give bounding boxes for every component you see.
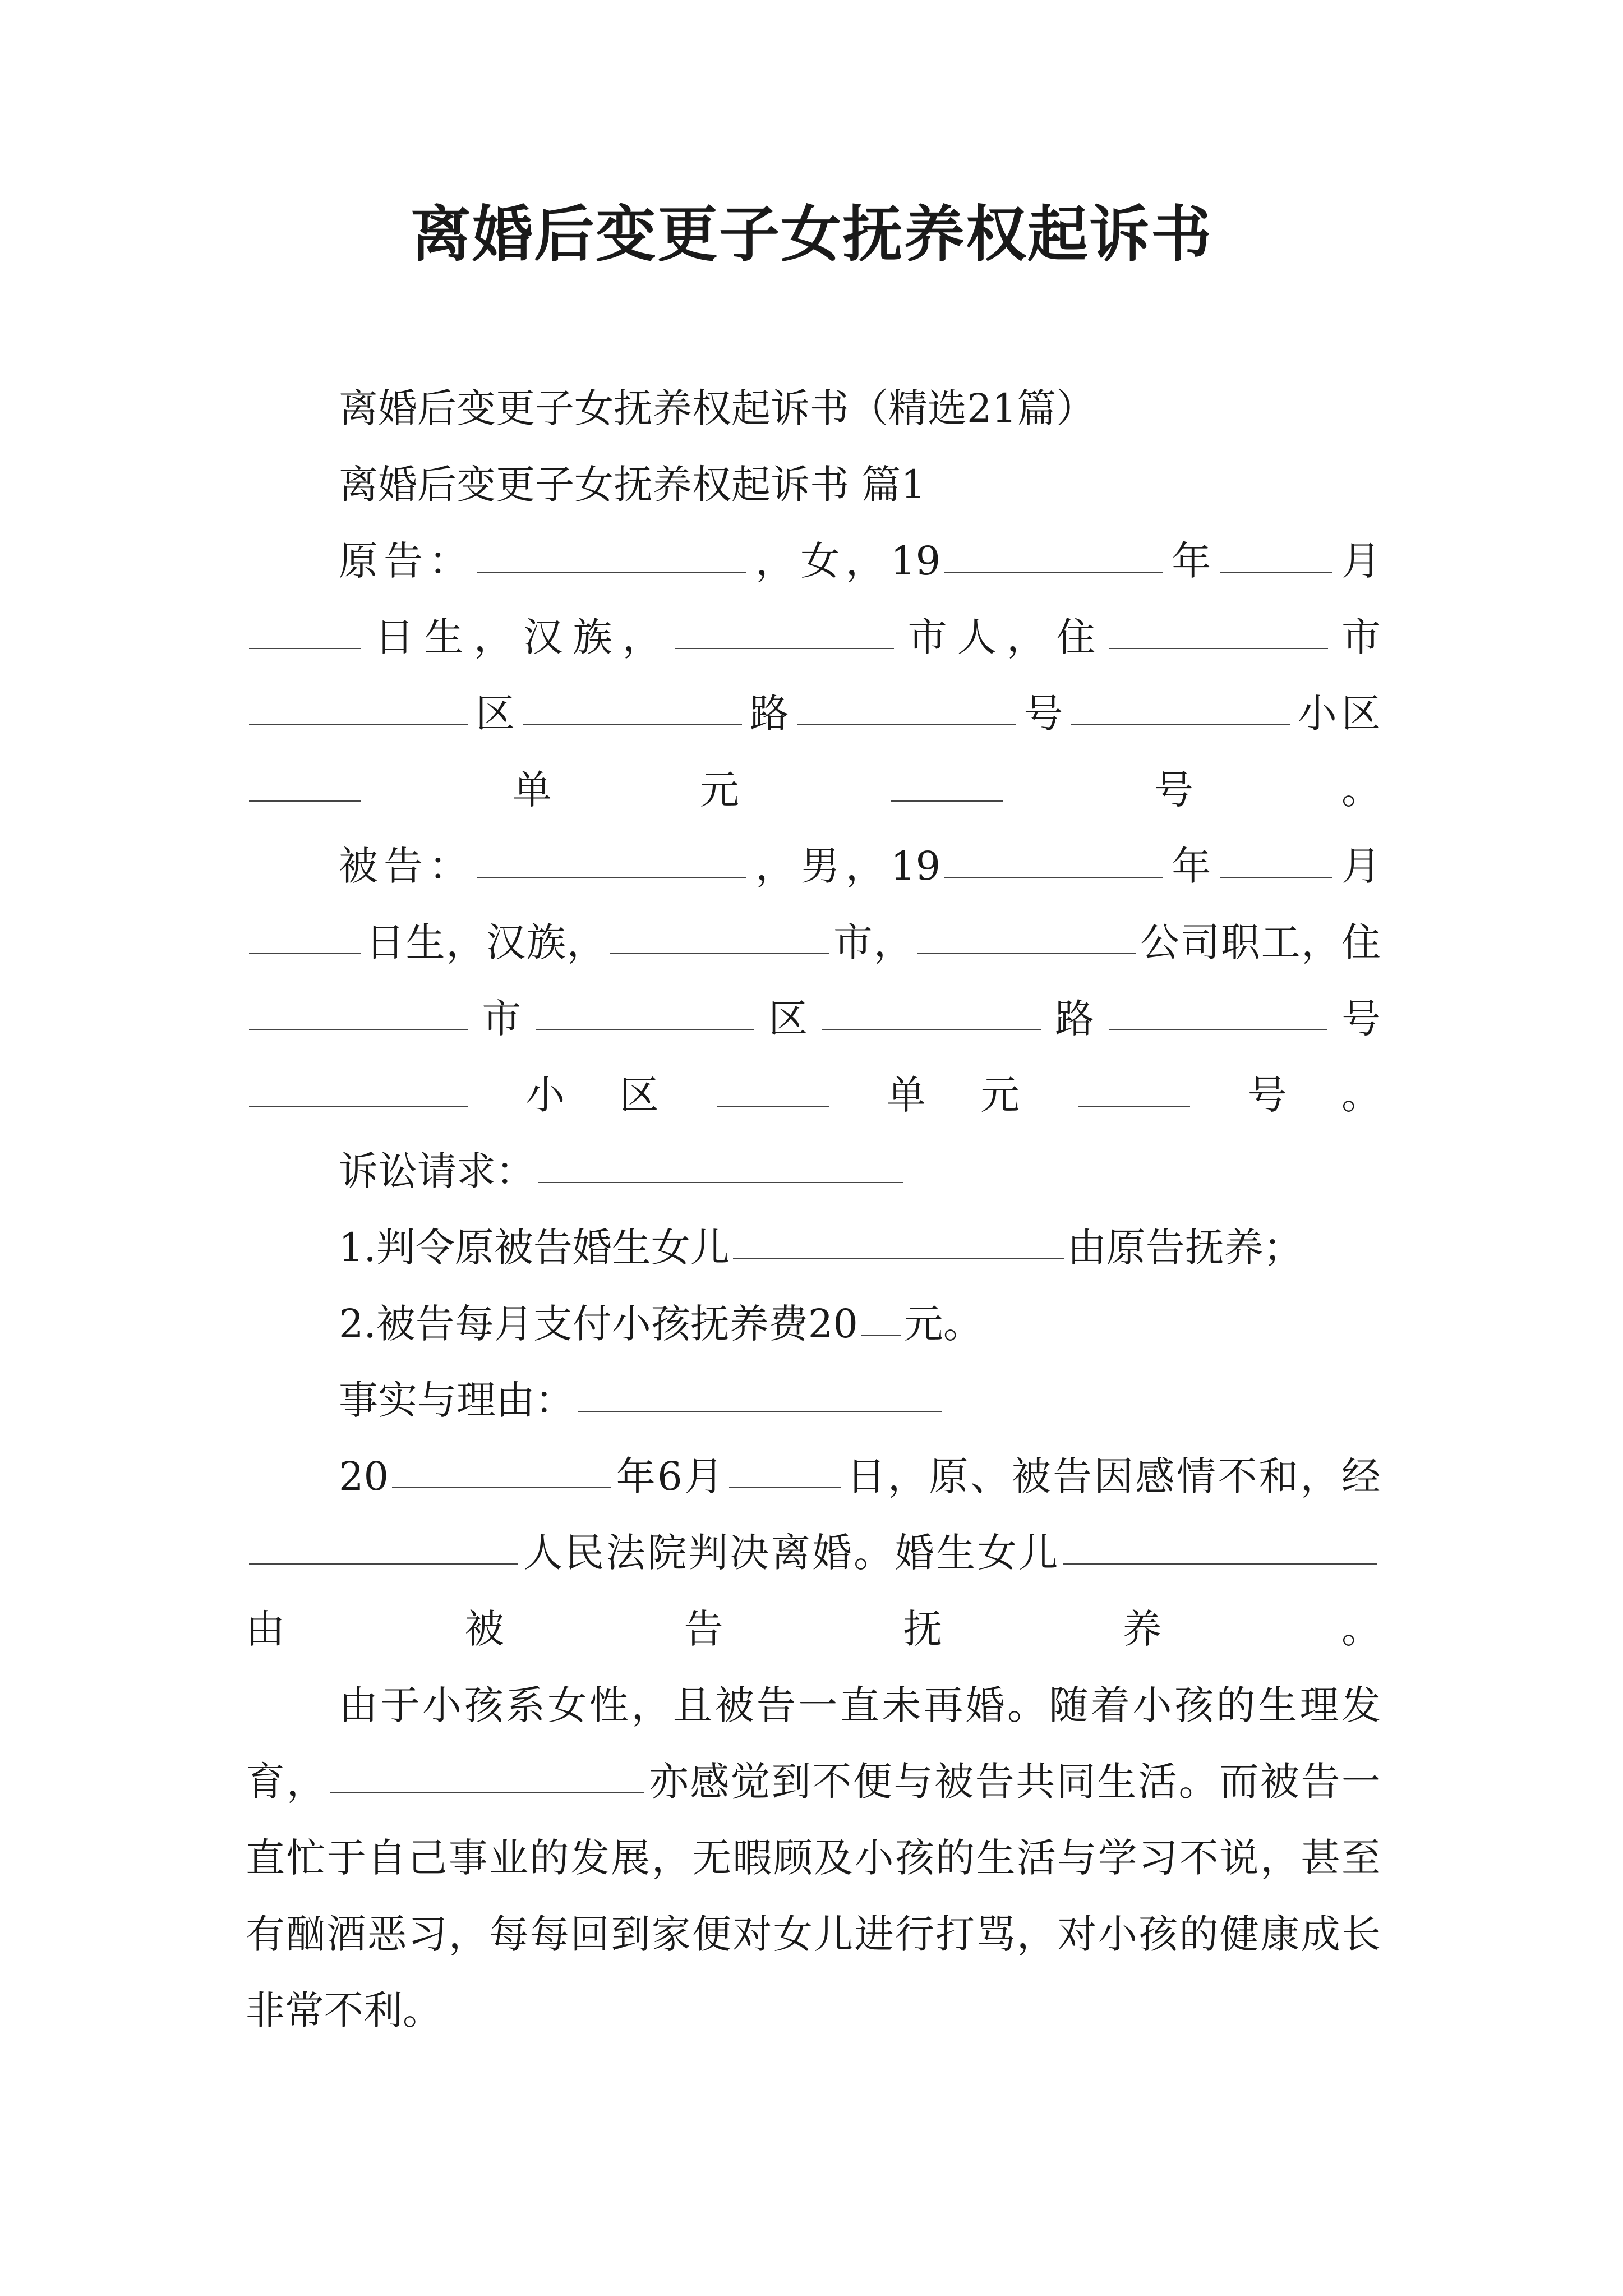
plaintiff-month-blank[interactable] [1220,571,1332,573]
plaintiff-estate-unit: 小区 [1293,691,1381,737]
facts-year-prefix: 20 [339,1453,389,1499]
claim-1-blank[interactable] [733,1258,1064,1259]
defendant-room-unit: 号。 [1193,1072,1381,1118]
claim-2-blank[interactable] [861,1334,901,1336]
defendant-unit-label: 单元 [832,1072,1075,1118]
facts-reason-text: 日，原、被告因感情不和， [844,1453,1341,1499]
claims-label: 诉讼请求： [339,1148,535,1194]
facts-paragraph-2 [246,1667,1381,2049]
facts-2-blank[interactable] [330,1792,644,1793]
facts-court-blank[interactable] [249,1563,518,1565]
subtitle-text: 离婚后变更子女抚养权起诉书（精选21篇） [339,385,1096,431]
facts-2-text-b: 亦感觉到不便与被告共同生活。而被告一直忙于自己事业的发展，无暇顾及小孩的生活与学习不说，甚至有酗酒恶习，每每回到家便对女儿进行打骂，对小孩的健康成长非常不利。 [246,1759,1381,2033]
defendant-district-unit: 区 [757,996,819,1042]
plaintiff-label: 原告： [339,538,474,584]
defendant-estate-blank[interactable] [249,1105,468,1107]
subtitle-line [246,370,1381,447]
plaintiff-month-unit: 月 [1335,538,1381,584]
defendant-address-city-blank[interactable] [249,1029,468,1030]
facts-custody-text: 由被告抚养。 [246,1606,1381,1652]
defendant-city-unit: 市 [471,996,532,1042]
defendant-name-blank[interactable] [477,876,746,878]
plaintiff-ethnicity-text: 日生，汉族， [365,614,672,660]
document-title: 离婚后变更子女抚养权起诉书 [410,199,1212,270]
plaintiff-unit-label: 单元 [365,767,887,813]
defendant-road-blank[interactable] [822,1029,1041,1030]
plaintiff-number-unit: 号 [1019,691,1068,737]
defendant-city-blank[interactable] [610,953,829,954]
plaintiff-city-blank[interactable] [675,647,894,649]
facts-paragraph-1 [246,1438,1381,1667]
plaintiff-year-unit: 年 [1166,538,1217,584]
claim-2-text: 2.被告每月支付小孩抚养费20 [339,1301,858,1347]
plaintiff-year-blank[interactable] [944,571,1163,573]
defendant-company-blank[interactable] [917,953,1136,954]
defendant-month-blank[interactable] [1220,876,1332,878]
facts-label: 事实与理由： [339,1377,574,1423]
plaintiff-room-blank[interactable] [891,800,1003,802]
plaintiff-road-blank[interactable] [523,724,742,725]
plaintiff-day-blank[interactable] [249,647,361,649]
document-body [246,370,1381,2049]
plaintiff-residence-text: 市人，住 [897,614,1106,660]
claims-blank[interactable] [538,1181,903,1183]
plaintiff-name-blank[interactable] [477,571,746,573]
facts-month-text: 年6月 [614,1453,726,1499]
defendant-month-unit: 月 [1335,843,1381,889]
facts-year-blank[interactable] [392,1487,611,1488]
plaintiff-paragraph [246,523,1381,828]
defendant-district-blank[interactable] [536,1029,754,1030]
chapter-heading-text: 离婚后变更子女抚养权起诉书 篇1 [339,462,926,508]
claim-item-2 [246,1286,1381,1362]
plaintiff-gender-text: ，女，19 [749,538,941,584]
defendant-city-text: 市， [832,919,914,965]
chapter-heading [246,447,1381,523]
claims-heading [246,1133,1381,1209]
defendant-ethnicity-text: 日生，汉族， [365,919,607,965]
facts-court-text: 人民法院判决离婚。婚生女儿 [522,1530,1060,1576]
claim-2-tail: 元。 [903,1301,983,1347]
defendant-gender-text: ，男，19 [749,843,941,889]
defendant-number-blank[interactable] [1109,1029,1327,1030]
claim-1-text: 1.判令原被告婚生女儿 [339,1225,730,1271]
plaintiff-room-unit: 号。 [1006,767,1381,813]
plaintiff-estate-blank[interactable] [1071,724,1290,725]
defendant-room-blank[interactable] [1078,1105,1190,1107]
defendant-label: 被告： [339,843,474,889]
defendant-unit-blank[interactable] [717,1105,829,1107]
defendant-road-unit: 路 [1044,996,1105,1042]
defendant-residence-label: 住 [1341,919,1381,965]
plaintiff-unit-blank[interactable] [249,800,361,802]
facts-daughter-blank[interactable] [1063,1563,1377,1565]
defendant-company-text: 公司职工， [1139,919,1341,965]
defendant-paragraph [246,828,1381,1133]
facts-day-blank[interactable] [729,1487,841,1488]
defendant-year-unit: 年 [1166,843,1217,889]
plaintiff-city-unit: 市 [1331,614,1381,660]
plaintiff-district-blank[interactable] [249,724,468,725]
defendant-day-blank[interactable] [249,953,361,954]
plaintiff-road-unit: 路 [745,691,794,737]
facts-court-prefix: 经 [1341,1453,1381,1499]
facts-blank[interactable] [578,1410,942,1412]
facts-heading [246,1362,1381,1438]
defendant-year-blank[interactable] [944,876,1163,878]
plaintiff-number-blank[interactable] [797,724,1016,725]
defendant-number-unit: 号 [1330,996,1381,1042]
plaintiff-district-unit: 区 [471,691,520,737]
claim-1-tail: 由原告抚养； [1067,1225,1303,1271]
plaintiff-address-city-blank[interactable] [1109,647,1328,649]
defendant-estate-unit: 小区 [471,1072,713,1118]
claim-item-1 [246,1209,1381,1286]
facts-2-text-a: 由于小孩系女性，且被告一直未再婚。随着小孩的生理发育， [246,1682,1381,1805]
